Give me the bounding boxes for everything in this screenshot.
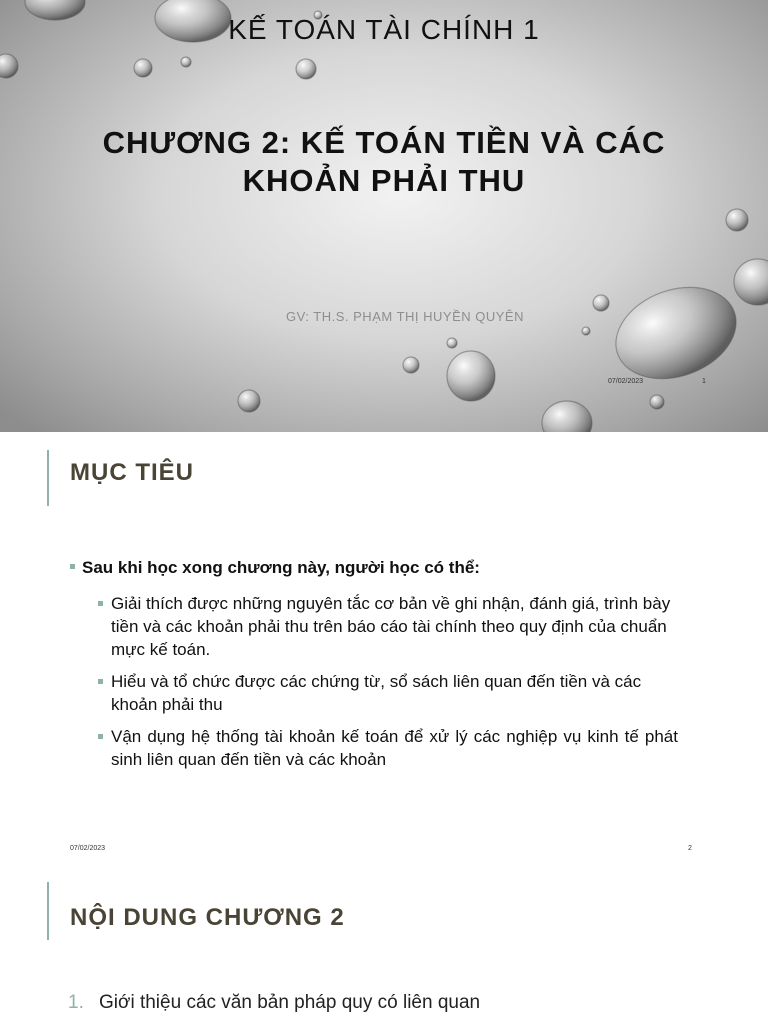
list-item [68,992,480,1014]
objectives-slide [0,432,768,864]
slide-number: 1 [702,378,706,385]
contents-slide [0,864,768,1024]
bullet-square-icon [98,601,103,606]
objectives-intro [70,558,710,578]
slide-heading: NỘI DUNG CHƯƠNG 2 [70,904,345,931]
list-item-number: 1. [68,992,84,1013]
slide-heading: MỤC TIÊU [70,459,194,486]
bullet-square-icon [70,564,75,569]
chapter-title [84,124,684,200]
list-item-text: Giới thiệu các văn bản pháp quy có liên quan [99,992,481,1013]
slide-date: 07/02/2023 [608,378,644,385]
objectives-list [98,592,678,780]
teacher-name: GV: TH.S. PHẠM THỊ HUYỀN QUYÊN [286,309,524,324]
title-slide [0,0,768,432]
slide-number: 2 [688,845,692,852]
water-drops-background [0,0,768,432]
objectives-intro-text: Sau khi học xong chương này, người học có thể: [82,558,480,577]
bullet-square-icon [98,734,103,739]
chapter-title-line1: CHƯƠNG 2: KẾ TOÁN TIỀN VÀ CÁC [102,125,666,160]
list-item [98,592,678,661]
course-title: KẾ TOÁN TÀI CHÍNH 1 [228,14,540,45]
bullet-square-icon [98,679,103,684]
heading-accent-bar [47,450,49,506]
list-item-text: Giải thích được những nguyên tắc cơ bản về ghi nhận, đánh giá, trình bày tiền và các khoản phải thu trên báo cáo tài chính theo quy định của chuẩn mực kế toán. [111,594,671,659]
chapter-title-line2: KHOẢN PHẢI THU [242,163,526,198]
list-item [98,670,678,716]
list-item-text: Hiểu và tổ chức được các chứng từ, sổ sách liên quan đến tiền và các khoản phải thu [111,672,642,714]
heading-accent-bar [47,882,49,940]
list-item-text: Vận dụng hệ thống tài khoản kế toán để xử lý các nghiệp vụ kinh tế phát sinh liên quan đến tiền và các khoản [111,727,678,769]
slide-date: 07/02/2023 [70,845,106,852]
list-item [98,725,678,771]
